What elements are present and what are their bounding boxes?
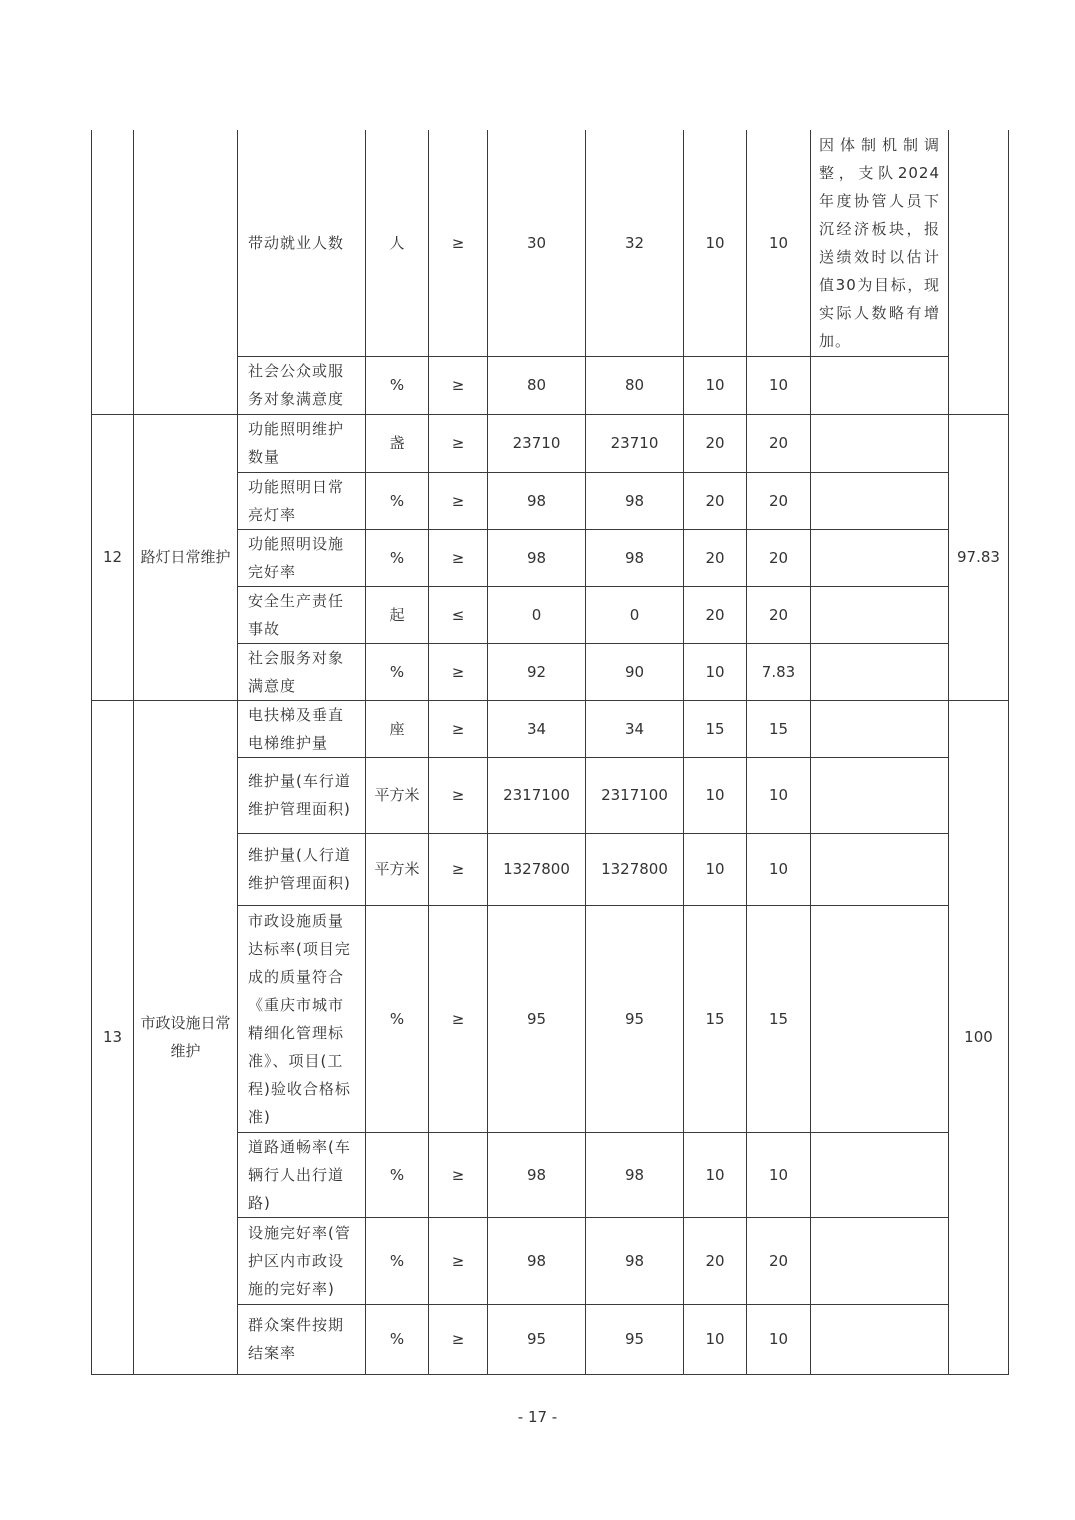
indicator-cell: 市政设施质量达标率(项目完成的质量符合《重庆市城市精细化管理标准》、项目(工程)验收合格标准) <box>238 905 366 1132</box>
unit-cell: % <box>366 643 429 700</box>
score-cell: 20 <box>747 586 811 643</box>
indicator-cell: 群众案件按期结案率 <box>238 1304 366 1374</box>
unit-cell: % <box>366 356 429 414</box>
project-name-cell <box>134 130 238 414</box>
score-cell: 20 <box>747 529 811 586</box>
weight-cell: 10 <box>684 1304 747 1374</box>
actual-value-cell: 95 <box>586 905 684 1132</box>
target-value-cell: 98 <box>488 472 586 529</box>
total-score-cell: 100 <box>949 700 1009 1374</box>
indicator-cell: 维护量(车行道维护管理面积) <box>238 757 366 833</box>
score-cell: 10 <box>747 356 811 414</box>
actual-value-cell: 23710 <box>586 414 684 472</box>
unit-cell: % <box>366 1217 429 1304</box>
unit-cell: 平方米 <box>366 833 429 905</box>
unit-cell: 平方米 <box>366 757 429 833</box>
unit-cell: % <box>366 905 429 1132</box>
indicator-cell: 电扶梯及垂直电梯维护量 <box>238 700 366 757</box>
operator-cell: ≥ <box>429 472 488 529</box>
actual-value-cell: 98 <box>586 472 684 529</box>
operator-cell: ≥ <box>429 414 488 472</box>
weight-cell: 20 <box>684 414 747 472</box>
score-cell: 20 <box>747 414 811 472</box>
target-value-cell: 30 <box>488 130 586 356</box>
actual-value-cell: 34 <box>586 700 684 757</box>
target-value-cell: 0 <box>488 586 586 643</box>
actual-value-cell: 32 <box>586 130 684 356</box>
weight-cell: 15 <box>684 700 747 757</box>
note-cell <box>811 833 949 905</box>
table-row <box>92 700 1009 757</box>
score-cell: 10 <box>747 130 811 356</box>
note-cell: 因体制机制调整，支队2024年度协管人员下沉经济板块，报送绩效时以估计值30为目标，现实际人数略有增加。 <box>811 130 949 356</box>
score-cell: 10 <box>747 1304 811 1374</box>
target-value-cell: 23710 <box>488 414 586 472</box>
score-cell: 15 <box>747 905 811 1132</box>
weight-cell: 10 <box>684 757 747 833</box>
actual-value-cell: 80 <box>586 356 684 414</box>
weight-cell: 20 <box>684 529 747 586</box>
note-cell <box>811 757 949 833</box>
total-score-cell <box>949 130 1009 414</box>
score-cell: 7.83 <box>747 643 811 700</box>
weight-cell: 10 <box>684 643 747 700</box>
target-value-cell: 95 <box>488 905 586 1132</box>
target-value-cell: 98 <box>488 1217 586 1304</box>
note-cell <box>811 586 949 643</box>
operator-cell: ≥ <box>429 700 488 757</box>
actual-value-cell: 98 <box>586 529 684 586</box>
note-cell <box>811 529 949 586</box>
target-value-cell: 2317100 <box>488 757 586 833</box>
score-cell: 10 <box>747 833 811 905</box>
weight-cell: 10 <box>684 833 747 905</box>
indicator-cell: 社会公众或服务对象满意度 <box>238 356 366 414</box>
actual-value-cell: 95 <box>586 1304 684 1374</box>
note-cell <box>811 1304 949 1374</box>
target-value-cell: 92 <box>488 643 586 700</box>
weight-cell: 10 <box>684 1132 747 1217</box>
weight-cell: 20 <box>684 586 747 643</box>
note-cell <box>811 1132 949 1217</box>
operator-cell: ≥ <box>429 757 488 833</box>
unit-cell: 盏 <box>366 414 429 472</box>
actual-value-cell: 1327800 <box>586 833 684 905</box>
page-number: - 17 - <box>517 1408 558 1426</box>
target-value-cell: 80 <box>488 356 586 414</box>
unit-cell: % <box>366 1304 429 1374</box>
score-cell: 10 <box>747 1132 811 1217</box>
operator-cell: ≥ <box>429 905 488 1132</box>
weight-cell: 20 <box>684 1217 747 1304</box>
operator-cell: ≥ <box>429 1304 488 1374</box>
weight-cell: 10 <box>684 130 747 356</box>
actual-value-cell: 98 <box>586 1217 684 1304</box>
indicator-cell: 功能照明日常亮灯率 <box>238 472 366 529</box>
score-cell: 15 <box>747 700 811 757</box>
indicator-cell: 安全生产责任事故 <box>238 586 366 643</box>
weight-cell: 15 <box>684 905 747 1132</box>
operator-cell: ≥ <box>429 1132 488 1217</box>
actual-value-cell: 98 <box>586 1132 684 1217</box>
project-name-cell: 市政设施日常维护 <box>134 700 238 1374</box>
target-value-cell: 95 <box>488 1304 586 1374</box>
total-score-cell: 97.83 <box>949 414 1009 700</box>
indicator-cell: 功能照明设施完好率 <box>238 529 366 586</box>
indicator-cell: 带动就业人数 <box>238 130 366 356</box>
table-row <box>92 414 1009 472</box>
indicator-cell: 社会服务对象满意度 <box>238 643 366 700</box>
actual-value-cell: 0 <box>586 586 684 643</box>
target-value-cell: 98 <box>488 529 586 586</box>
target-value-cell: 1327800 <box>488 833 586 905</box>
score-cell: 10 <box>747 757 811 833</box>
target-value-cell: 34 <box>488 700 586 757</box>
unit-cell: 座 <box>366 700 429 757</box>
indicator-cell: 维护量(人行道维护管理面积) <box>238 833 366 905</box>
unit-cell: 起 <box>366 586 429 643</box>
note-cell <box>811 356 949 414</box>
unit-cell: 人 <box>366 130 429 356</box>
operator-cell: ≥ <box>429 130 488 356</box>
weight-cell: 10 <box>684 356 747 414</box>
indicator-cell: 功能照明维护数量 <box>238 414 366 472</box>
note-cell <box>811 472 949 529</box>
unit-cell: % <box>366 529 429 586</box>
unit-cell: % <box>366 1132 429 1217</box>
operator-cell: ≤ <box>429 586 488 643</box>
operator-cell: ≥ <box>429 356 488 414</box>
indicator-cell: 设施完好率(管护区内市政设施的完好率) <box>238 1217 366 1304</box>
project-name-cell: 路灯日常维护 <box>134 414 238 700</box>
operator-cell: ≥ <box>429 833 488 905</box>
note-cell <box>811 1217 949 1304</box>
serial-number-cell: 12 <box>92 414 134 700</box>
actual-value-cell: 90 <box>586 643 684 700</box>
actual-value-cell: 2317100 <box>586 757 684 833</box>
unit-cell: % <box>366 472 429 529</box>
note-cell <box>811 905 949 1132</box>
target-value-cell: 98 <box>488 1132 586 1217</box>
operator-cell: ≥ <box>429 1217 488 1304</box>
table-row <box>92 130 1009 356</box>
weight-cell: 20 <box>684 472 747 529</box>
performance-evaluation-table <box>91 130 1009 1375</box>
score-cell: 20 <box>747 1217 811 1304</box>
serial-number-cell: 13 <box>92 700 134 1374</box>
note-cell <box>811 700 949 757</box>
operator-cell: ≥ <box>429 643 488 700</box>
indicator-cell: 道路通畅率(车辆行人出行道路) <box>238 1132 366 1217</box>
table-body <box>92 130 1009 1374</box>
operator-cell: ≥ <box>429 529 488 586</box>
score-cell: 20 <box>747 472 811 529</box>
note-cell <box>811 414 949 472</box>
note-cell <box>811 643 949 700</box>
serial-number-cell <box>92 130 134 414</box>
